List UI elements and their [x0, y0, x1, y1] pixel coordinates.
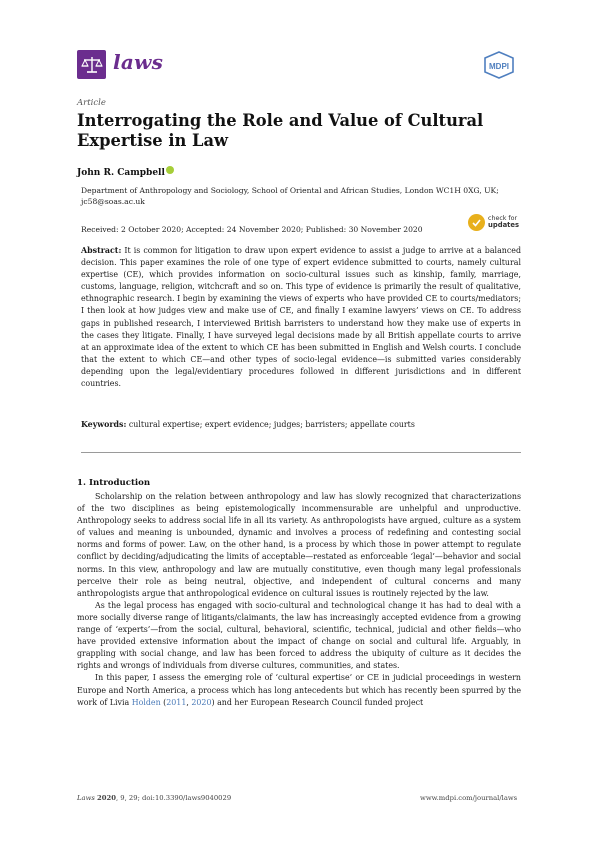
- paragraph-1: Scholarship on the relation between anthropology and law has slowly recognized that characterizations of the two disciplines as being epistemologically incommensurable are unhelpful and unproductive. Anthropology seeks to address social life in all its variety. As anthropologists have argued, culture as a system of values and meaning is unbounded, dynamic and involves a process of redefining and contesting social norms and forms of power. Law, on the other hand, is a process by which those in power attempt to regulate conflict by deciding/adjudicating the limits of acceptable—restated as enforceable ‘legal’—behavior and social norms. In this view, anthropology and law are mutually constitutive, even though many legal professionals perceive their role as being neutral, objective, and independent of cultural concerns and many anthropologists argue that anthropological evidence on cultural issues is routinely rejected by the law.: [77, 492, 521, 598]
- section-heading-introduction: 1. Introduction: [77, 478, 151, 488]
- author-name[interactable]: John R. Campbell: [77, 168, 165, 178]
- footer-journal-url[interactable]: www.mdpi.com/journal/laws: [420, 794, 518, 802]
- article-title: Interrogating the Role and Value of Cultural Expertise in Law: [77, 111, 484, 150]
- paragraph-2: As the legal process has engaged with socio-cultural and technological change it has had to deal with a more socially diverse range of litigants/claimants, the law has increasingly accepted evidence from a growing range of ‘experts’—from the social, cultural, behavioral, scientific, technical, judicial and other fields—who have provided extensive information about the impact of change on social and cultural life. Arguably, in grappling with social change, and law has been forced to address the ubiquity of culture as it decides the rights and wrongs of individuals from diverse cultures, communities, and states.: [77, 600, 521, 671]
- paragraph-3-start: In this paper, I assess the emerging role of ‘cultural expertise’ or CE in judicial proceedings in western Europe and North America, a process which has long antecedents but which has recently been spurred by the work of Livia: [77, 673, 521, 707]
- author-email[interactable]: jc58@soas.ac.uk: [81, 197, 145, 206]
- check-updates-line1: check for: [488, 215, 518, 222]
- paragraph-3-end: ) and her European Research Council funded project: [211, 697, 424, 707]
- footer-citation-rest: , 9, 29; doi:10.3390/laws9040029: [115, 794, 232, 802]
- citation-link-holden[interactable]: Holden: [131, 697, 161, 707]
- mdpi-logo-icon[interactable]: [481, 50, 517, 80]
- check-for-updates-badge[interactable]: [468, 212, 526, 232]
- citation-link-2020[interactable]: 2020: [191, 697, 212, 707]
- journal-name[interactable]: laws: [113, 50, 164, 74]
- footer-citation: [77, 794, 231, 802]
- publisher-logo-text: MDPI: [489, 62, 509, 71]
- keywords-label: Keywords:: [81, 420, 127, 429]
- keywords: [81, 420, 521, 429]
- check-updates-text: [488, 215, 519, 229]
- section-divider: [81, 452, 521, 453]
- introduction-body: [77, 491, 521, 709]
- abstract-label: Abstract:: [81, 246, 122, 255]
- check-updates-icon: [468, 214, 485, 231]
- affiliation-text: Department of Anthropology and Sociology, School of Oriental and African Studies, London WC1H 0XG, UK;: [81, 186, 499, 195]
- check-updates-line2: updates: [488, 221, 520, 229]
- abstract: [81, 245, 521, 390]
- orcid-icon[interactable]: [166, 166, 174, 174]
- publication-dates: Received: 2 October 2020; Accepted: 24 November 2020; Published: 30 November 2020: [81, 225, 423, 234]
- paragraph-3: In this paper, I assess the emerging role of ‘cultural expertise’ or CE in judicial proceedings in western Europe and North America, a process which has long antecedents but which has recently been spurred by the work of Livia Holden (2011, 2020) and her European Research Council funded project: [77, 673, 521, 707]
- affiliation: [81, 185, 526, 207]
- abstract-text: It is common for litigation to draw upon expert evidence to assist a judge to arrive at a balanced decision. This paper examines the role of one type of expert evidence submitted to courts, namely cultural expertise (CE), which provides information on socio-cultural issues such as kinship, family, marriage, customs, language, religion, witchcraft and so on. This type of evidence is primarily the result of qualitative, ethnographic research. I begin by examining the views of experts who have provided CE to courts/mediators; I then look at how judges view and make use of CE, and finally I examine lawyers’ views on CE. To address gaps in published research, I interviewed British barristers to understand how they make use of experts in the cases they litigate. Finally, I have surveyed legal decisions made by all British appellate courts to arrive at an approximate idea of the extent to which CE has been submitted in English and Welsh courts. I conclude that the extent to which CE—and other types of socio-legal evidence—is submitted varies considerably depending upon the legal/evidentiary procedures followed in different jurisdictions and in different countries.: [81, 246, 521, 389]
- footer-journal: Laws: [77, 794, 95, 802]
- author-line: [77, 166, 174, 178]
- scales-of-justice-icon: [77, 50, 106, 79]
- keywords-text: cultural expertise; expert evidence; judges; barristers; appellate courts: [128, 420, 415, 429]
- citation-link-2011[interactable]: 2011: [166, 697, 187, 707]
- footer-year: 2020: [97, 794, 116, 802]
- article-type: Article: [77, 98, 106, 108]
